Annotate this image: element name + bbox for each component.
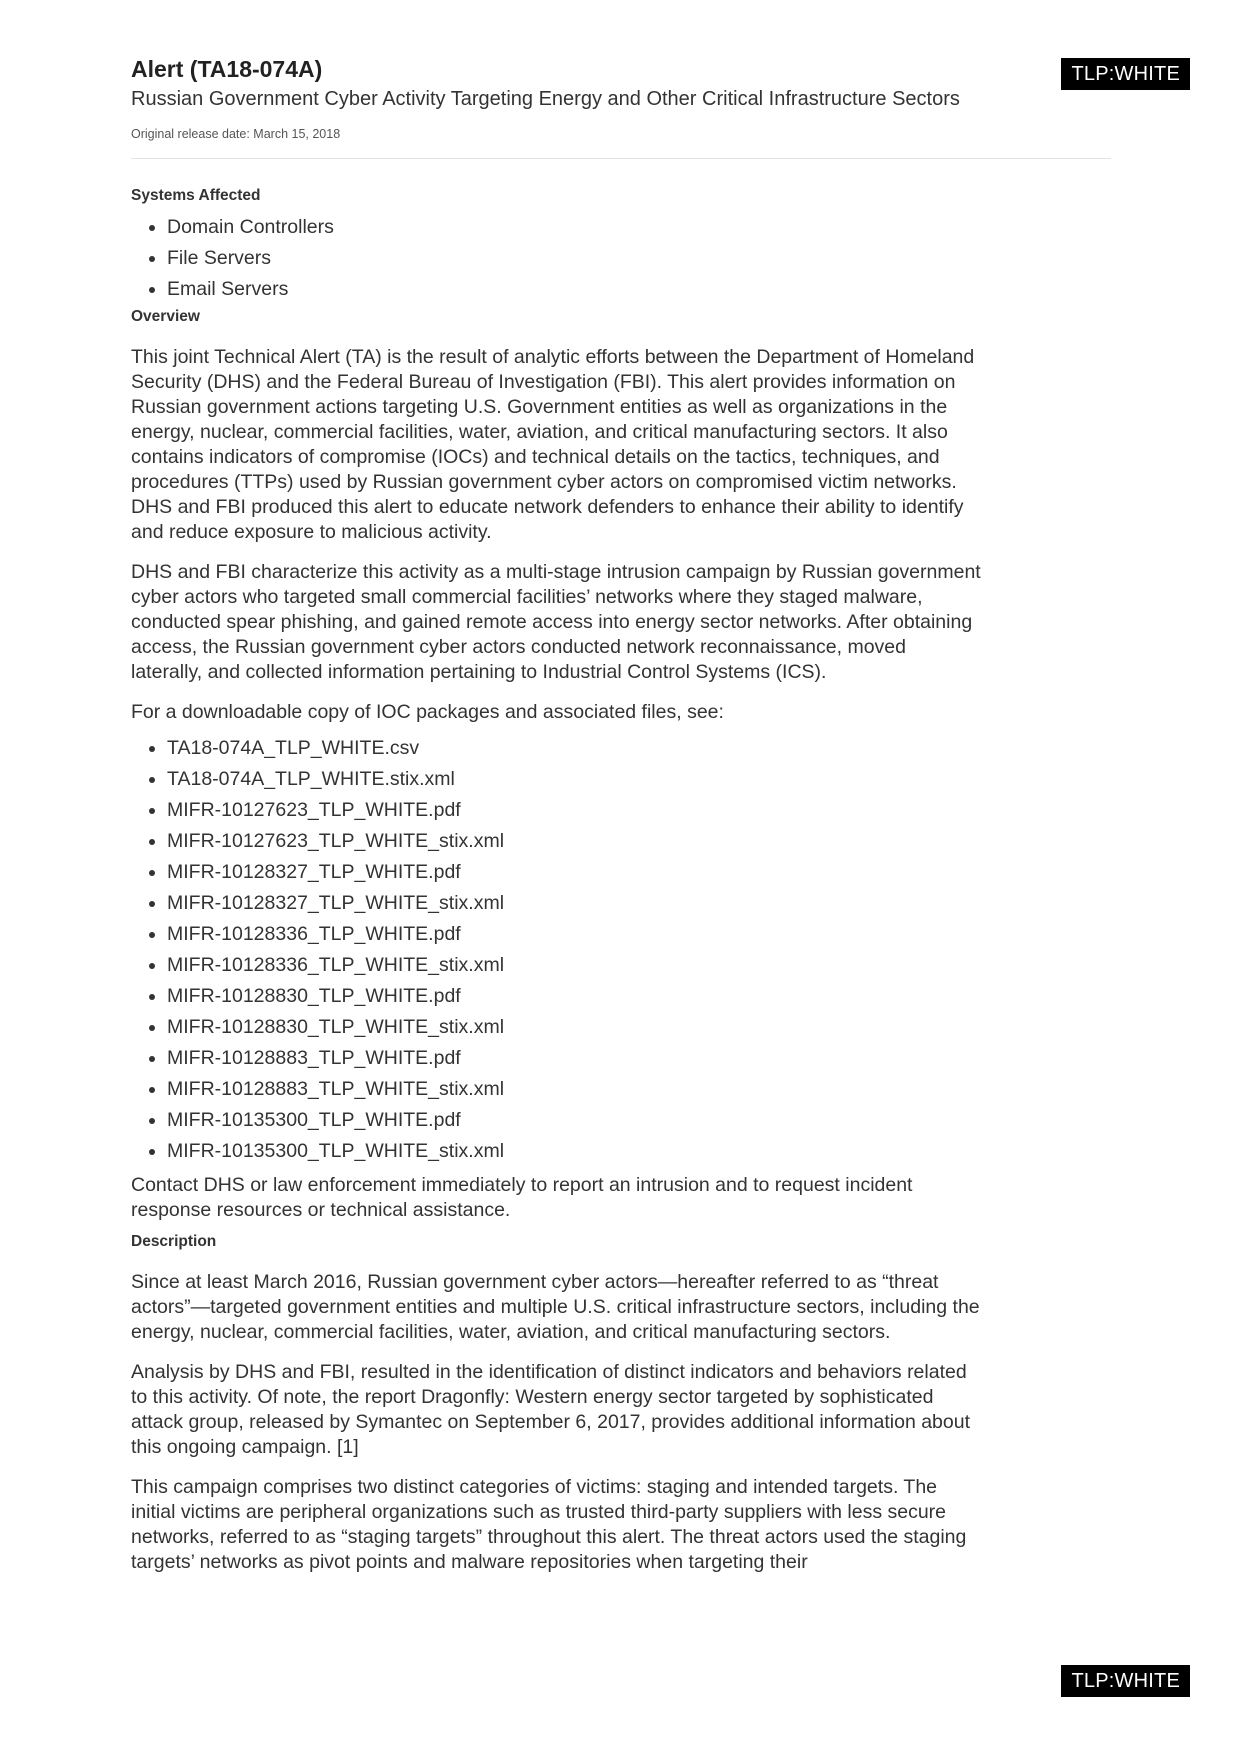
ioc-file-item: • MIFR-10127623_TLP_WHITE_stix.xml (167, 826, 981, 857)
ioc-file-item: • MIFR-10128327_TLP_WHITE_stix.xml (167, 888, 981, 919)
overview-paragraph: DHS and FBI characterize this activity as a multi-stage intrusion campaign by Russian government cyber actors who targeted small commercial facilities’ networks where they staged malware, conducted spear phishing, and gained remote access into energy sector networks. After obtaining access, the Russian government cyber actors conducted network reconnaissance, moved laterally, and collected information pertaining to Industrial Control Systems (ICS). (131, 561, 981, 683)
alert-content (131, 54, 981, 1575)
ioc-file-item: • MIFR-10135300_TLP_WHITE.pdf (167, 1105, 981, 1136)
overview-paragraph: This joint Technical Alert (TA) is the result of analytic efforts between the Department of Homeland Security (DHS) and the Federal Bureau of Investigation (FBI). This alert provides information on Russian government actions targeting U.S. Government entities as well as organizations in the energy, nuclear, commercial facilities, water, aviation, and critical manufacturing sectors. It also contains indicators of compromise (IOCs) and technical details on the tactics, techniques, and procedures (TTPs) used by Russian government cyber actors on compromised victim networks. DHS and FBI produced this alert to educate network defenders to enhance their ability to identify and reduce exposure to malicious activity. (131, 346, 975, 543)
description-paragraph: Analysis by DHS and FBI, resulted in the identification of distinct indicators and behaviors related to this activity. Of note, the report Dragonfly: Western energy sector targeted by sophisticated attack group, released by Symantec on September 6, 2017, provides additional information about this ongoing campaign. [1] (131, 1361, 971, 1458)
ioc-file-item: • MIFR-10128336_TLP_WHITE.pdf (167, 919, 981, 950)
description-paragraph: This campaign comprises two distinct categories of victims: staging and intended targets. The initial victims are peripheral organizations such as trusted third-party suppliers with less secure networks, referred to as “staging targets” throughout this alert. The threat actors used the staging targets’ networks as pivot points and malware repositories when targeting their (131, 1476, 967, 1573)
list-item: • File Servers (167, 243, 981, 274)
ioc-file-item: • MIFR-10128336_TLP_WHITE_stix.xml (167, 950, 981, 981)
header-divider (131, 158, 1111, 159)
ioc-file-item: • MIFR-10127623_TLP_WHITE.pdf (167, 795, 981, 826)
list-item: • Domain Controllers (167, 212, 981, 243)
description-heading: Description (131, 1233, 217, 1250)
ioc-file-item: • MIFR-10128883_TLP_WHITE.pdf (167, 1043, 981, 1074)
systems-affected-list (131, 212, 981, 305)
contact-paragraph: Contact DHS or law enforcement immediately to report an intrusion and to request incident response resources or technical assistance. (131, 1174, 913, 1221)
release-date: Original release date: March 15, 2018 (131, 127, 341, 141)
ioc-file-item: • TA18-074A_TLP_WHITE.stix.xml (167, 764, 981, 795)
description-paragraph: Since at least March 2016, Russian government cyber actors—hereafter referred to as “threat actors”—targeted government entities and multiple U.S. critical infrastructure sectors, including the energy, nuclear, commercial facilities, water, aviation, and critical manufacturing sectors. (131, 1271, 980, 1343)
overview-heading: Overview (131, 308, 200, 325)
tlp-badge-bottom: TLP:WHITE (1061, 1665, 1190, 1697)
alert-title: Alert (TA18-074A) (131, 56, 323, 82)
list-item: • Email Servers (167, 274, 981, 305)
ioc-intro-paragraph: For a downloadable copy of IOC packages and associated files, see: (131, 701, 724, 723)
ioc-file-item: • MIFR-10128327_TLP_WHITE.pdf (167, 857, 981, 888)
tlp-badge-top: TLP:WHITE (1061, 58, 1190, 90)
ioc-file-item: • MIFR-10128883_TLP_WHITE_stix.xml (167, 1074, 981, 1105)
ioc-file-item: • MIFR-10128830_TLP_WHITE.pdf (167, 981, 981, 1012)
ioc-file-item: • TA18-074A_TLP_WHITE.csv (167, 733, 981, 764)
systems-affected-heading: Systems Affected (131, 187, 261, 204)
ioc-file-list (131, 733, 981, 1167)
alert-subtitle: Russian Government Cyber Activity Targeting Energy and Other Critical Infrastructure Sectors (131, 88, 960, 110)
ioc-file-item: • MIFR-10135300_TLP_WHITE_stix.xml (167, 1136, 981, 1167)
ioc-file-item: • MIFR-10128830_TLP_WHITE_stix.xml (167, 1012, 981, 1043)
